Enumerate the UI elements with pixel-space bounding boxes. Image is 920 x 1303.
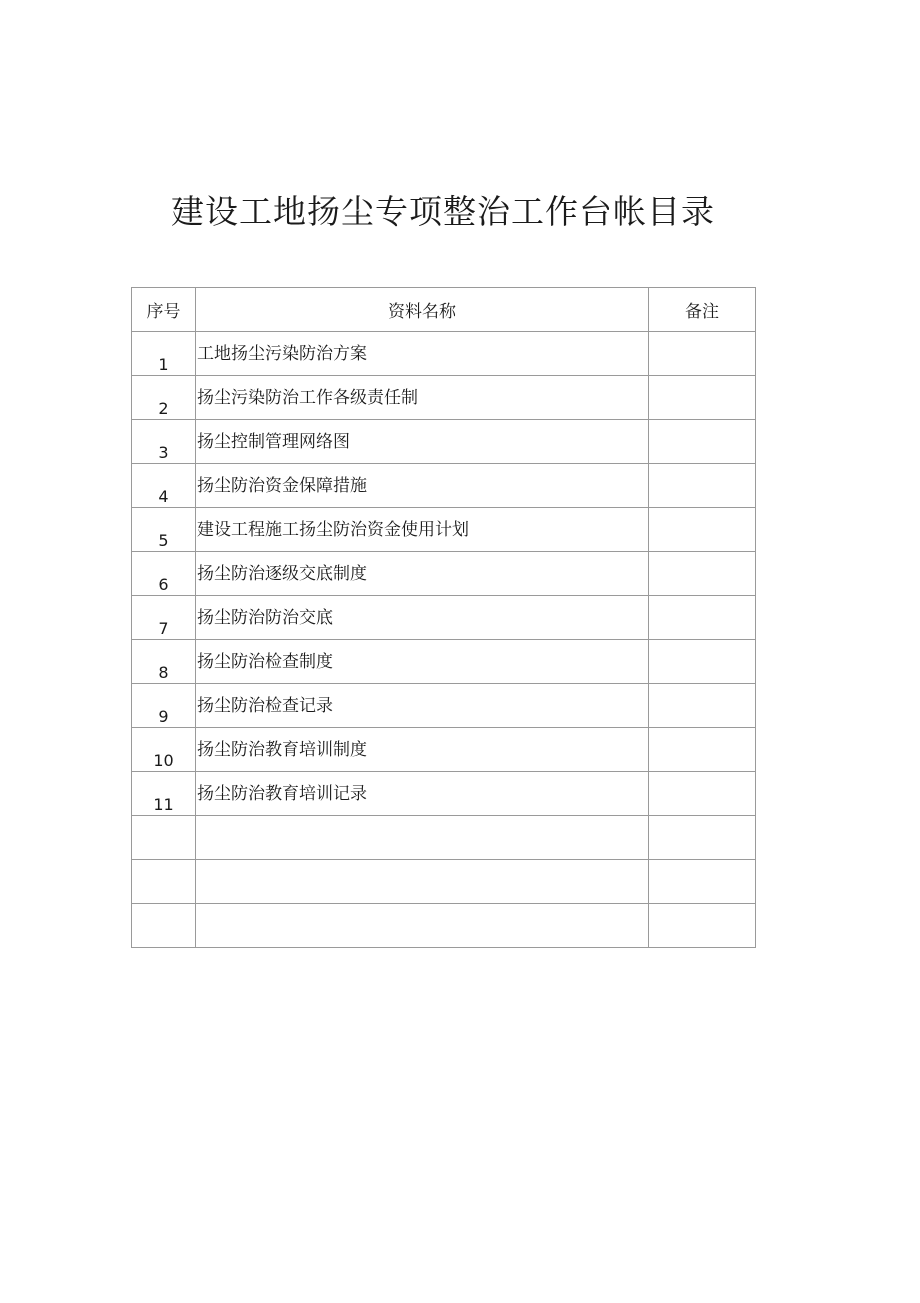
table-row	[132, 816, 756, 860]
table-row	[132, 376, 756, 420]
row-name: 扬尘防治检查制度	[196, 640, 649, 684]
row-name: 建设工程施工扬尘防治资金使用计划	[196, 508, 649, 552]
row-no: 6	[132, 552, 196, 596]
row-remark	[649, 552, 756, 596]
table-row	[132, 420, 756, 464]
row-no	[132, 860, 196, 904]
row-name: 扬尘防治防治交底	[196, 596, 649, 640]
row-name: 扬尘防治教育培训制度	[196, 728, 649, 772]
row-no: 3	[132, 420, 196, 464]
ledger-directory-table	[131, 287, 756, 948]
row-name: 扬尘防治资金保障措施	[196, 464, 649, 508]
row-no: 11	[132, 772, 196, 816]
row-remark	[649, 640, 756, 684]
header-remark: 备注	[649, 288, 756, 332]
row-no: 4	[132, 464, 196, 508]
table-row	[132, 728, 756, 772]
table-row	[132, 508, 756, 552]
row-remark	[649, 508, 756, 552]
table-row	[132, 332, 756, 376]
row-remark	[649, 684, 756, 728]
table-row	[132, 684, 756, 728]
row-name: 工地扬尘污染防治方案	[196, 332, 649, 376]
row-remark	[649, 464, 756, 508]
row-no: 2	[132, 376, 196, 420]
row-no: 8	[132, 640, 196, 684]
row-remark	[649, 420, 756, 464]
row-name: 扬尘防治教育培训记录	[196, 772, 649, 816]
row-name: 扬尘控制管理网络图	[196, 420, 649, 464]
table-row	[132, 640, 756, 684]
table-row	[132, 772, 756, 816]
row-remark	[649, 860, 756, 904]
row-remark	[649, 728, 756, 772]
row-remark	[649, 332, 756, 376]
row-name	[196, 860, 649, 904]
table-row	[132, 464, 756, 508]
row-name	[196, 816, 649, 860]
header-no: 序号	[132, 288, 196, 332]
row-name: 扬尘污染防治工作各级责任制	[196, 376, 649, 420]
table-row	[132, 552, 756, 596]
page-title: 建设工地扬尘专项整治工作台帐目录	[171, 192, 715, 231]
row-no	[132, 904, 196, 948]
table-row	[132, 904, 756, 948]
row-no: 10	[132, 728, 196, 772]
row-remark	[649, 772, 756, 816]
row-remark	[649, 904, 756, 948]
table-header-row	[132, 288, 756, 332]
row-name: 扬尘防治逐级交底制度	[196, 552, 649, 596]
row-remark	[649, 816, 756, 860]
row-no: 7	[132, 596, 196, 640]
row-name	[196, 904, 649, 948]
header-name: 资料名称	[196, 288, 649, 332]
row-no: 5	[132, 508, 196, 552]
table-row	[132, 596, 756, 640]
row-no: 1	[132, 332, 196, 376]
row-no	[132, 816, 196, 860]
row-name: 扬尘防治检查记录	[196, 684, 649, 728]
row-no: 9	[132, 684, 196, 728]
row-remark	[649, 376, 756, 420]
row-remark	[649, 596, 756, 640]
table-row	[132, 860, 756, 904]
